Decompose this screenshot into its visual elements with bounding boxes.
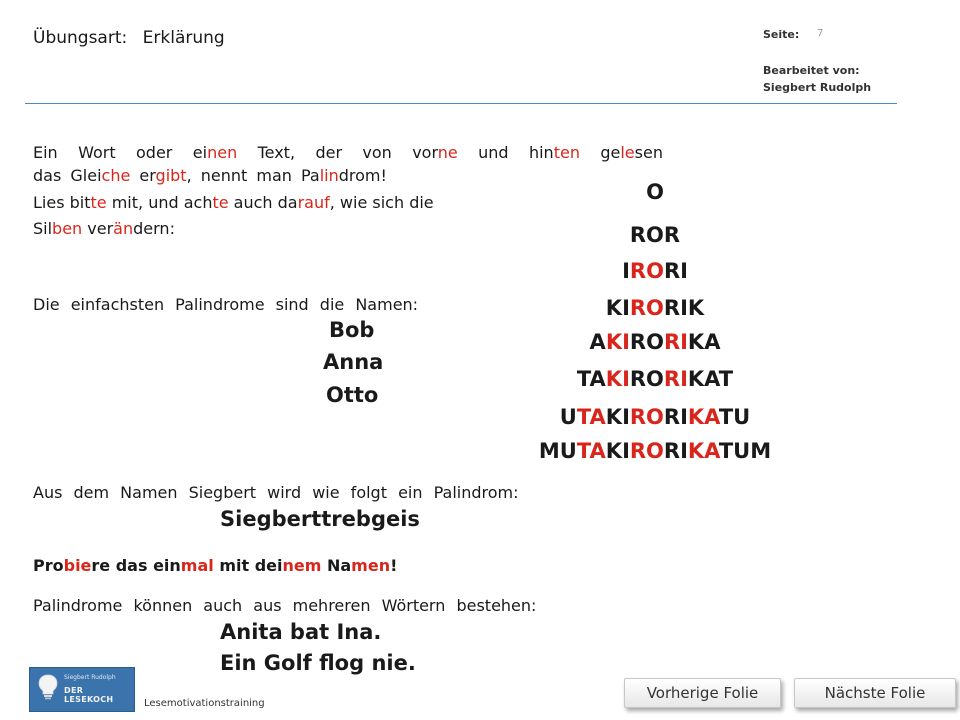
highlighted-syllable: TA [576, 439, 606, 463]
page-number: 7 [817, 28, 824, 39]
highlighted-syllable: gibt [155, 166, 187, 185]
logo-author: Siegbert Rudolph [64, 674, 116, 681]
example-anita: Anita bat Ina. [220, 620, 382, 644]
highlighted-syllable: RO [629, 439, 664, 463]
word [258, 143, 295, 162]
highlighted-syllable: te [90, 193, 107, 212]
text-segment: TU [718, 405, 751, 429]
text-segment: sen [634, 143, 663, 162]
name-anna: Anna [323, 350, 384, 374]
text-segment: U [559, 405, 577, 429]
highlighted-syllable: än [113, 219, 134, 238]
siegbert-palindrome: Siegberttrebgeis [220, 507, 420, 531]
text-segment: und [478, 143, 509, 162]
highlighted-syllable: rauf [297, 193, 330, 212]
text-segment: mit, und ach [106, 193, 213, 212]
text-segment: Text, [257, 143, 296, 162]
text-segment: , wie sich die [329, 193, 434, 212]
text-segment: dern: [133, 219, 175, 238]
intro-line-1 [33, 143, 663, 162]
intro-line-4 [33, 219, 175, 238]
intro-line-3 [33, 193, 434, 212]
highlighted-syllable: bie [63, 556, 92, 575]
text-segment: KI [605, 439, 630, 463]
text-segment: MU [538, 439, 577, 463]
header-divider [25, 103, 897, 104]
pyramid-row-7 [475, 405, 835, 429]
text-segment: re das ein [91, 556, 181, 575]
pyramid-row-1 [475, 180, 835, 204]
multi-word-intro: Palindrome können auch aus mehreren Wörtern bestehen: [33, 596, 537, 615]
page-label: Seite: [763, 28, 800, 41]
text-segment: RI [663, 405, 688, 429]
word [362, 143, 391, 162]
highlighted-syllable: RO [629, 259, 664, 283]
text-segment: ROR [629, 223, 681, 247]
highlighted-syllable: mal [180, 556, 214, 575]
text-segment: A [589, 330, 606, 354]
highlighted-syllable: lin [319, 166, 339, 185]
text-segment: I [622, 259, 630, 283]
name-otto: Otto [326, 383, 379, 407]
logo-title: DER LESEKOCH [64, 686, 114, 704]
text-segment: Na [321, 556, 352, 575]
text-segment: TA [576, 367, 606, 391]
text-segment: das Glei [33, 166, 102, 185]
text-segment: KI [605, 296, 630, 320]
edited-by-label: Bearbeitet von: [763, 64, 860, 77]
highlighted-syllable: RI [663, 367, 688, 391]
text-segment: ge [600, 143, 621, 162]
text-segment: auch da [228, 193, 298, 212]
highlighted-syllable: RO [629, 296, 664, 320]
text-segment: RO [629, 330, 664, 354]
names-intro: Die einfachsten Palindrome sind die Namen: [33, 295, 419, 314]
highlighted-syllable: RI [663, 330, 688, 354]
text-segment: RO [629, 367, 664, 391]
edited-by-value: Siegbert Rudolph [763, 81, 872, 94]
next-slide-button[interactable]: Nächste Folie [794, 678, 956, 708]
highlighted-syllable: ten [553, 143, 580, 162]
text-segment: der [315, 143, 343, 162]
pyramid-row-2 [475, 223, 835, 247]
highlighted-syllable: ben [52, 219, 83, 238]
text-segment: er [130, 166, 156, 185]
text-segment: RI [663, 259, 688, 283]
text-segment: von [362, 143, 392, 162]
exercise-type-label: Übungsart: [33, 28, 128, 48]
try-it-line [33, 556, 397, 575]
footer-label: Lesemotivationstraining [144, 698, 265, 709]
siegbert-intro: Aus dem Namen Siegbert wird wie folgt ein Palindrom: [33, 483, 519, 502]
pyramid-row-6 [475, 367, 835, 391]
text-segment: Wort [78, 143, 116, 162]
text-segment: Lies bit [33, 193, 91, 212]
text-segment: KA [687, 330, 721, 354]
highlighted-syllable: che [101, 166, 131, 185]
text-segment: , nennt man Pa [186, 166, 320, 185]
word [529, 143, 580, 162]
pyramid-row-3 [475, 259, 835, 283]
lightbulb-icon [38, 674, 58, 700]
text-segment: KAT [687, 367, 734, 391]
highlighted-syllable: le [620, 143, 635, 162]
pyramid-row-8 [475, 439, 835, 463]
word [412, 143, 458, 162]
text-segment: Sil [33, 219, 53, 238]
word [78, 143, 116, 162]
text-segment: ! [390, 556, 398, 575]
text-segment: RI [663, 439, 688, 463]
lesekoch-logo [29, 667, 135, 712]
highlighted-syllable: KI [605, 367, 630, 391]
exercise-type [33, 28, 235, 48]
word [478, 143, 508, 162]
highlighted-syllable: TA [576, 405, 606, 429]
highlighted-syllable: nem [282, 556, 322, 575]
pyramid-row-5 [475, 330, 835, 354]
text-segment: ver [82, 219, 114, 238]
pyramid-row-4 [475, 296, 835, 320]
highlighted-syllable: RO [629, 405, 664, 429]
text-segment: O [646, 180, 664, 204]
word [315, 143, 342, 162]
highlighted-syllable: nen [207, 143, 238, 162]
intro-line-2 [33, 166, 387, 185]
highlighted-syllable: te [212, 193, 229, 212]
word [136, 143, 172, 162]
text-segment: Ein [33, 143, 58, 162]
text-segment: Pro [33, 556, 64, 575]
exercise-type-value: Erklärung [142, 28, 225, 48]
text-segment: hin [528, 143, 554, 162]
name-bob: Bob [329, 318, 375, 342]
text-segment: RIK [663, 296, 705, 320]
highlighted-syllable: KA [687, 439, 719, 463]
example-golf: Ein Golf flog nie. [220, 651, 416, 675]
word [33, 143, 58, 162]
highlighted-syllable: KA [687, 405, 719, 429]
highlighted-syllable: men [351, 556, 391, 575]
word [193, 143, 237, 162]
highlighted-syllable: KI [605, 330, 630, 354]
previous-slide-button[interactable]: Vorherige Folie [624, 678, 781, 708]
text-segment: vor [412, 143, 438, 162]
text-segment: mit dei [213, 556, 283, 575]
text-segment: oder [136, 143, 173, 162]
text-segment: TUM [718, 439, 772, 463]
highlighted-syllable: ne [437, 143, 458, 162]
word [600, 143, 663, 162]
text-segment: KI [605, 405, 630, 429]
text-segment: ei [192, 143, 208, 162]
text-segment: drom! [338, 166, 387, 185]
